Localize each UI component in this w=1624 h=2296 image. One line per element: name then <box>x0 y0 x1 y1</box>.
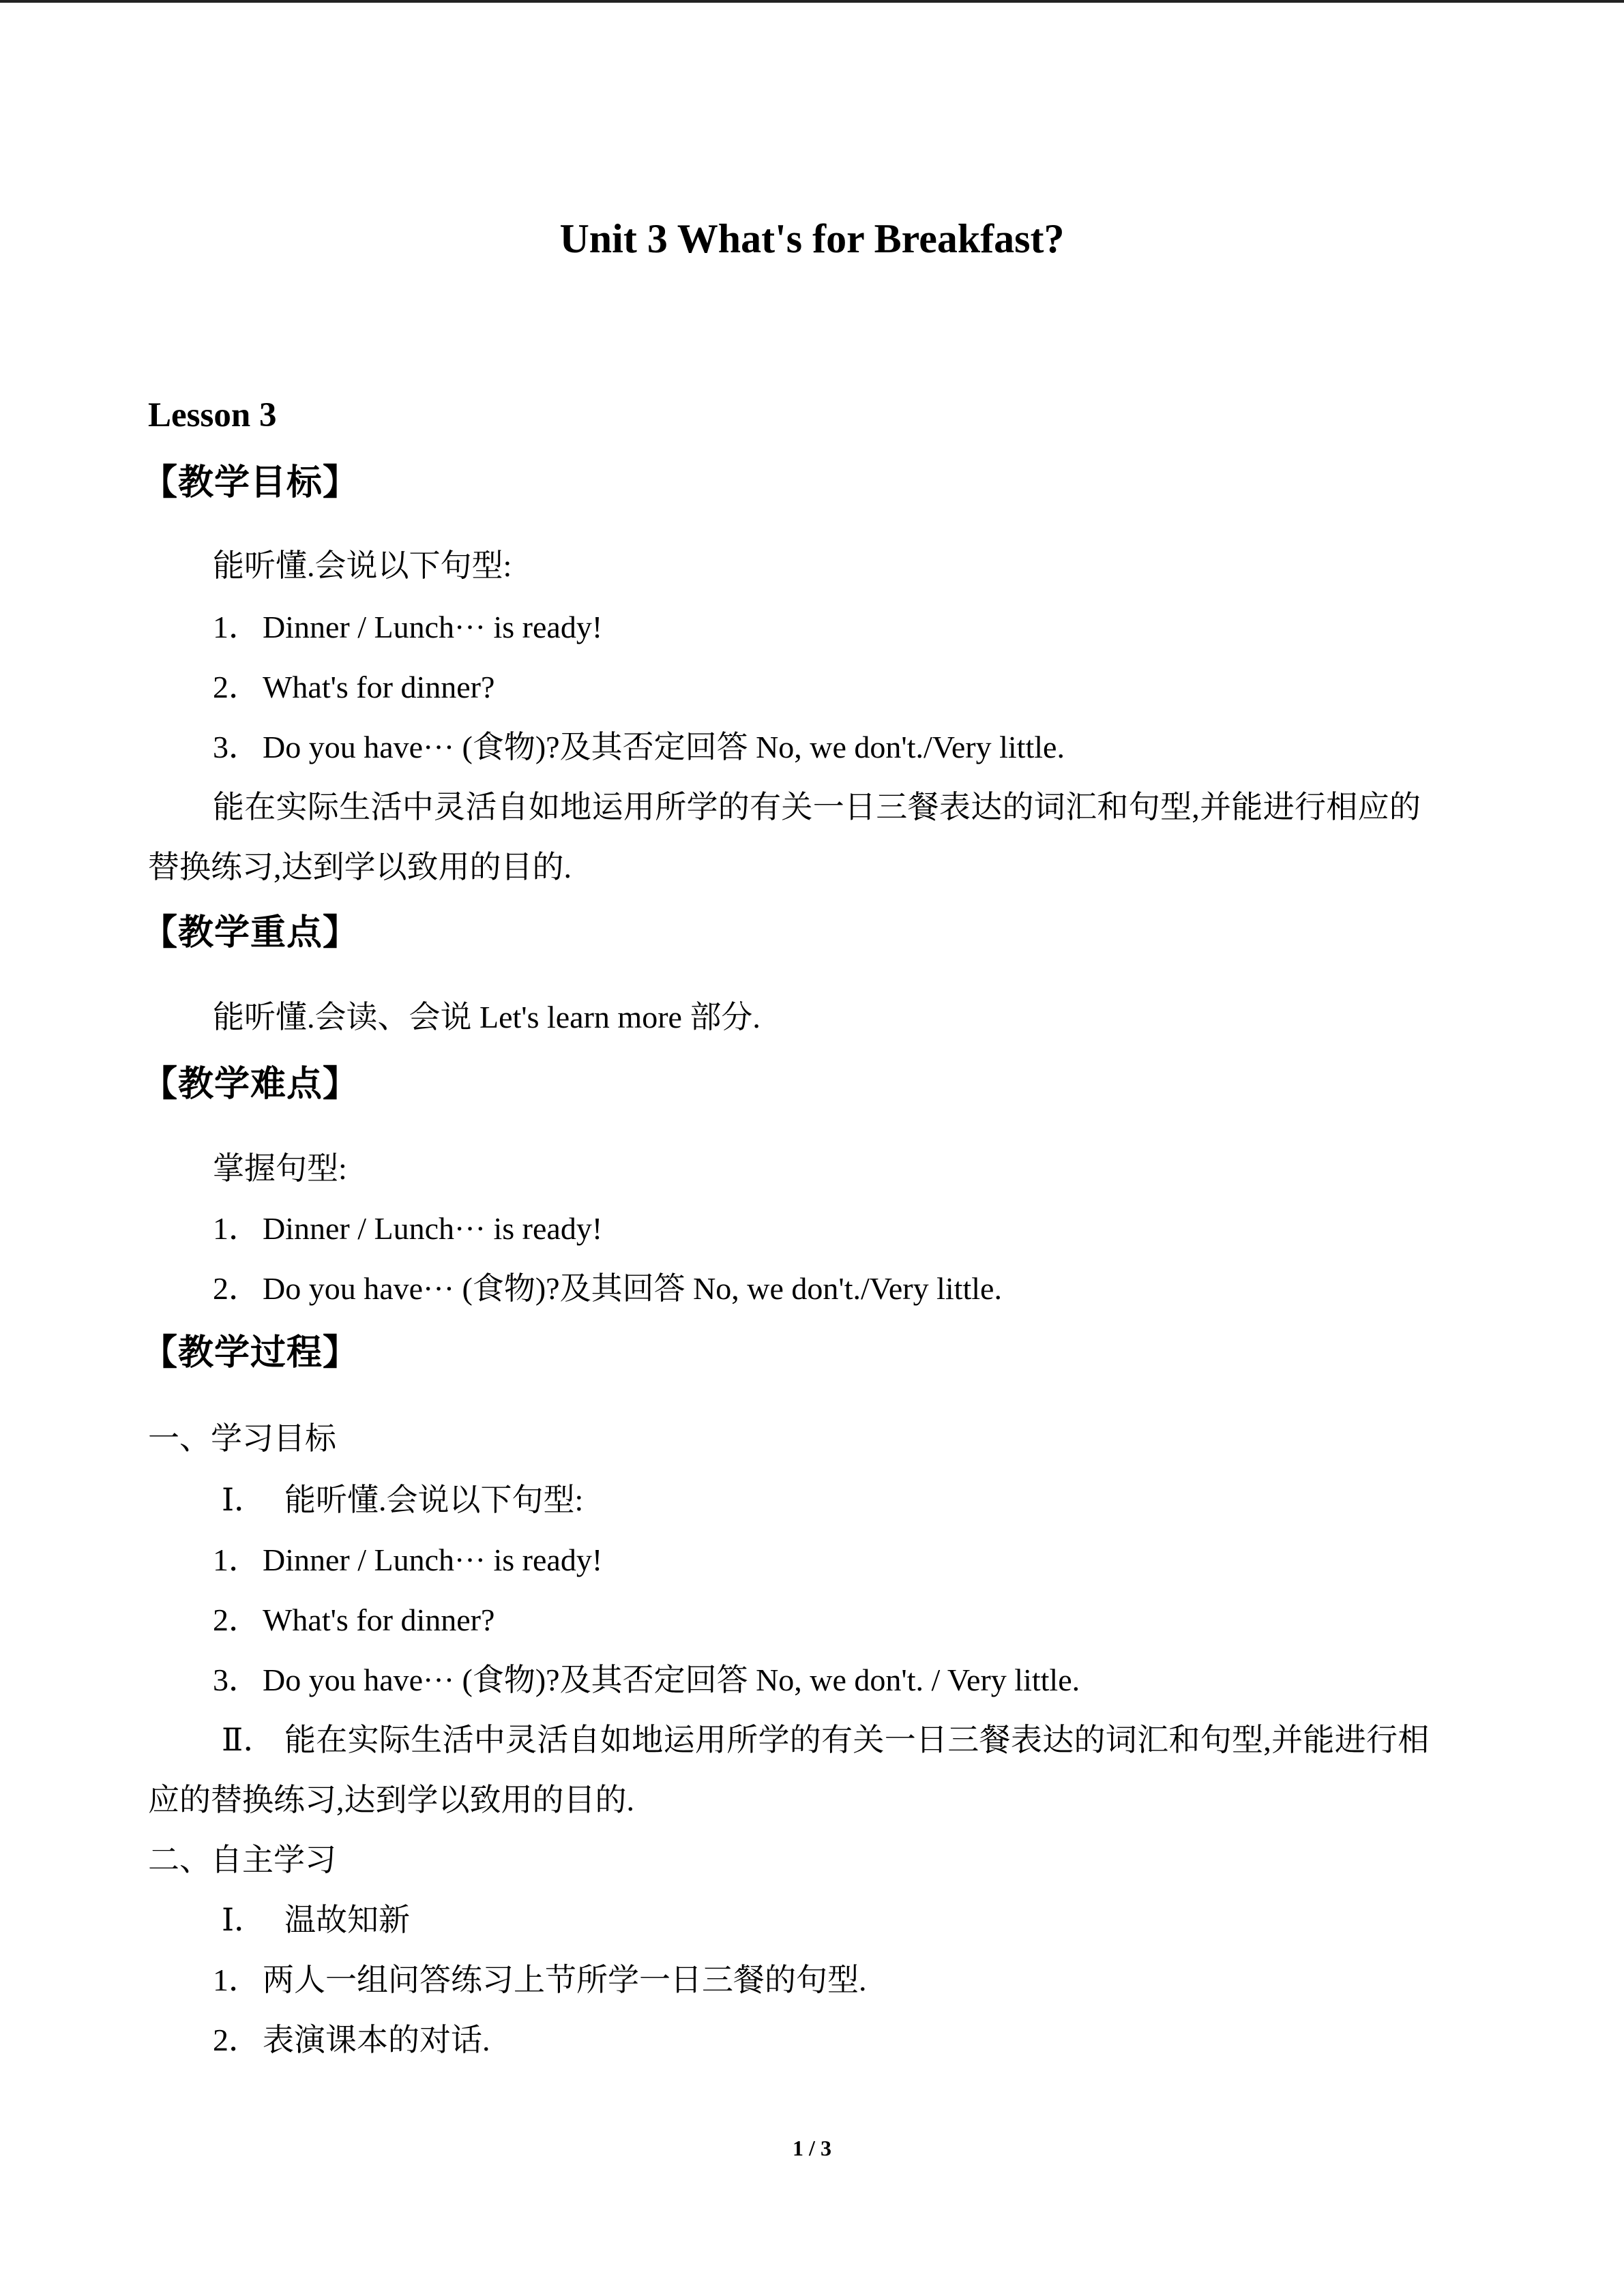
section-2-sub-1 <box>216 1898 410 1942</box>
difficulties-item-1 <box>213 1207 602 1251</box>
lesson-label: Lesson 3 <box>148 396 277 434</box>
goals-intro: 能听懂.会说以下句型: <box>213 548 512 583</box>
heading-teaching-process: 【教学过程】 <box>142 1334 359 1373</box>
item-text: What's for dinner? <box>263 670 495 704</box>
heading-key-points: 【教学重点】 <box>142 914 359 953</box>
section-2-item-1 <box>213 1958 867 2002</box>
section-1-sub-1 <box>216 1478 583 1522</box>
item-text: Do you have··· (食物)?及其否定回答 No, we don't./Very little. <box>263 730 1065 764</box>
item-text: 两人一组问答练习上节所学一日三餐的句型. <box>263 1963 867 1997</box>
item-text: Dinner / Lunch··· is ready! <box>263 1542 603 1577</box>
section-2-title: 二、自主学习 <box>148 1843 336 1877</box>
section-1-item-1 <box>213 1538 602 1582</box>
item-number: 2． <box>213 670 260 704</box>
item-number: 1． <box>213 1542 260 1577</box>
sub-text: 能听懂.会说以下句型: <box>284 1482 584 1517</box>
item-text: Dinner / Lunch··· is ready! <box>263 610 603 644</box>
roman-numeral: Ⅰ． <box>222 1482 266 1517</box>
key-points-text: 能听懂.会读、会说 Let's learn more 部分. <box>213 1000 761 1034</box>
goals-item-2 <box>213 666 494 709</box>
roman-numeral: Ⅱ． <box>222 1723 275 1757</box>
difficulties-intro: 掌握句型: <box>213 1151 347 1186</box>
item-number: 3． <box>213 1663 260 1697</box>
page-number: 1 / 3 <box>793 2136 831 2160</box>
goals-paragraph-line-1: 能在实际生活中灵活自如地运用所学的有关一日三餐表达的词汇和句型,并能进行相应的 <box>213 790 1421 824</box>
item-number: 2． <box>213 2023 260 2057</box>
roman-numeral: Ⅰ． <box>222 1903 266 1937</box>
item-text: Do you have··· (食物)?及其回答 No, we don't./Very little. <box>263 1271 1002 1306</box>
section-1-item-3 <box>213 1658 1080 1702</box>
item-text: 表演课本的对话. <box>263 2023 490 2057</box>
item-number: 1． <box>213 1963 260 1997</box>
top-border <box>0 0 1624 3</box>
heading-difficulties: 【教学难点】 <box>142 1065 359 1104</box>
sub-text: 温故知新 <box>284 1903 410 1937</box>
sub-text: 能在实际生活中灵活自如地运用所学的有关一日三餐表达的词汇和句型,并能进行相 <box>284 1723 1430 1757</box>
difficulties-item-2 <box>213 1267 1002 1311</box>
section-1-sub-2-continued: 应的替换练习,达到学以致用的目的. <box>148 1783 634 1817</box>
section-2-item-2 <box>213 2018 490 2062</box>
section-1-title: 一、学习目标 <box>148 1421 336 1456</box>
goals-item-3 <box>213 726 1065 769</box>
item-number: 1． <box>213 610 260 644</box>
item-number: 3． <box>213 730 260 764</box>
item-number: 1． <box>213 1211 260 1246</box>
item-number: 2． <box>213 1271 260 1306</box>
item-text: Do you have··· (食物)?及其否定回答 No, we don't. / Very little. <box>263 1663 1080 1697</box>
page-title: Unit 3 What's for Breakfast? <box>559 216 1065 261</box>
item-text: Dinner / Lunch··· is ready! <box>263 1211 603 1246</box>
section-1-sub-2 <box>216 1718 1430 1762</box>
item-number: 2． <box>213 1602 260 1637</box>
goals-item-1 <box>213 606 602 649</box>
goals-paragraph-line-2: 替换练习,达到学以致用的目的. <box>148 850 572 884</box>
heading-teaching-goals: 【教学目标】 <box>142 464 359 503</box>
section-1-item-2 <box>213 1598 494 1642</box>
item-text: What's for dinner? <box>263 1602 495 1637</box>
